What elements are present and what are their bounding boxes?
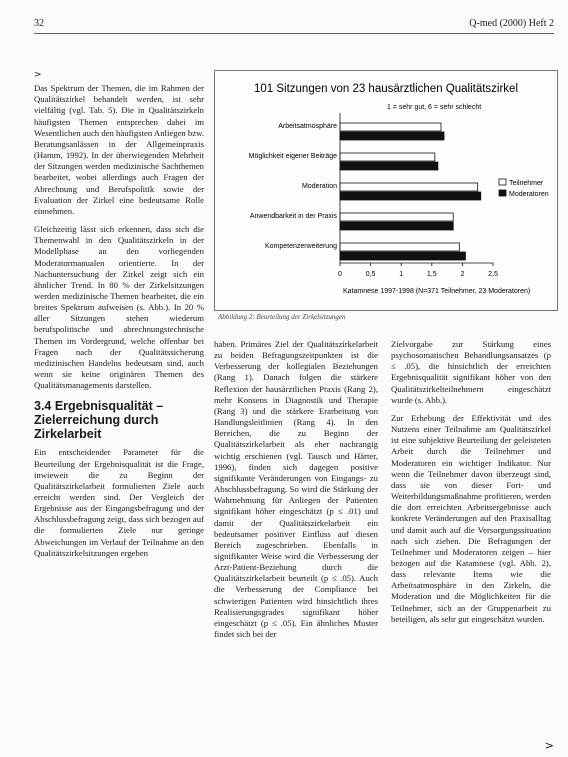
x-tick-label: 1,5 (426, 271, 437, 278)
chart-subtitle: 1 = sehr gut, 6 = sehr schlecht (387, 104, 482, 111)
chart-figure (214, 70, 558, 311)
left-column (34, 70, 204, 566)
journal-info: Q-med (2000) Heft 2 (469, 18, 554, 29)
category-label: Moderation (301, 183, 337, 190)
x-tick-label: 2 (460, 271, 465, 278)
right-column (391, 339, 551, 632)
category-label: Arbeitsatmosphäre (278, 123, 337, 130)
paragraph: Gleichzeitig lässt sich erkennen, dass sich die Themenwahl in den Qualitätszirkeln in der Modellphase an den vorliegenden Moderatormanualen orientierte. In der Nachuntersuchung der Zirkel zeigt sich ein ähnlicher Trend. In 80 % der Zirkelsitzungen werden medizinische Themen bearbeitet, die ein breites Spektrum aufweisen (s. Abb.). In 20 % aller Sitzungen stehen wiederum berufspolitische und abrechnungstechnische Themen im Vordergrund, welche offenbar bei Fragen nach der Qualitätssicherung medizinischen Handelns bedeutsam sind, auch wenn sie keine originären Themen des Qualitätsmanagements darstellen. (34, 224, 204, 391)
section-heading: 3.4 Ergebnisqualität – Zielerreichung durch Zirkelarbeit (34, 399, 164, 442)
category-label: Kompetenzerweiterung (265, 243, 337, 250)
legend-label: Moderatoren (509, 191, 549, 198)
bar-moderatoren (340, 222, 453, 230)
legend-label: Teilnehmer (509, 180, 544, 187)
bar-moderatoren (340, 192, 481, 200)
page-header (34, 18, 554, 34)
paragraph: Das Spektrum der Themen, die im Rahmen der Qualitätszirkel behandelt werden, ist sehr vielfältig (vgl. Tab. 5). Die in Qualitätszirkeln häufigsten Themen entsprechen dabei im Wesentlichen auch den häufigsten Anliegen bzw. Beratungsanlässen in der Allgemeinpraxis (Hamm, 1992). In der überwiegenden Mehrheit der Sitzungen werden medizinische Sachthemen bearbeitet, wobei allerdings auch Fragen der Abrechnung und Berufspolitik sowie der Evaluation der Zirkel eine bedeutsame Rolle einnehmen. (34, 83, 205, 216)
x-tick-label: 0,5 (365, 271, 376, 278)
bar-teilnehmer (340, 153, 435, 161)
paragraph: haben. Primäres Ziel der Qualitätszirkelarbeit zu beiden Befragungszeitpunkten ist die Verbesserung der kollegialen Beziehungen (Rang 1). Danach folgen die stärkere Reflexion der hausärztlichen Praxis (Rang 2), mehr Konsens in Diagnostik und Therapie (Rang 3) und die stärkere Erarbeitung von Handlungsleitlinien (Rang 4). In den Bereichen, die zu Beginn der Qualitätszirkelarbeit als eher nachrangig wichtig erschienen (vgl. Tausch und Härter, 1996), finden sich dagegen positive signifikante Veränderungen von Eingangs- zu Abschlussbefragung. So wird die Stärkung der Wahrnehmung für Anliegen der Patienten signifikant höher eingeschätzt (p ≤ .01) und damit der Qualitätszirkelarbeit ein bedeutsamer positiver Einfluss auf diesen Bereich zugeschrieben. Ebenfalls in signifikanter Weise wird die Verbesserung der Arzt-Patient-Beziehung durch die Qualitätszirkelarbeit beurteilt (p ≤ .05). Auch die Verbesserung der Compliance bei schwierigen Patienten wird hinsichtlich ihres Realisierungsgrades signifikant höher eingeschätzt (p ≤ .05). Ein ähnliches Muster findet sich bei der (214, 339, 378, 640)
chart-title: 101 Sitzungen von 23 hausärztlichen Qualitätszirkel (253, 83, 519, 95)
x-tick-label: 1 (399, 271, 404, 278)
figure-caption: Abbildung 2: Beurteilung der Zirkelsitzungen (218, 313, 346, 321)
legend-swatch (499, 190, 506, 196)
x-tick-label: 0 (338, 271, 342, 278)
category-label: Möglichkeit eigener Beiträge (248, 153, 337, 160)
continuation-arrow: > (544, 739, 554, 752)
paragraph: Ein entscheidender Parameter für die Beurteilung der Ergebnisqualität ist die Frage, inwieweit die zu Beginn der Qualitätszirkelarbeit formulierten Ziele auch erreicht werden sind. Der Vergleich der Ergebnisse aus der Eingangsbefragung und der Abschlussbefragung zeigt, dass sich bezogen auf die formulierten Ziele nur geringe Abweichungen im Verlauf der Teilnahme an den Qualitätszirkelsitzungen ergeben (34, 447, 204, 558)
bar-teilnehmer (340, 213, 453, 221)
bar-chart (215, 71, 557, 310)
legend-swatch (499, 179, 506, 185)
bar-teilnehmer (340, 183, 478, 191)
header-rule (34, 33, 554, 34)
continuation-arrow: > (34, 70, 42, 80)
bar-moderatoren (340, 132, 444, 140)
middle-column (214, 339, 378, 647)
chart-footnote: Katamnese 1997-1998 (N=371 Teilnehmer, 23 Moderatoren) (343, 288, 531, 295)
bar-teilnehmer (340, 243, 459, 251)
paragraph: Zielvorgabe zur Stärkung eines psychosomatischen Behandlungsansatzes (p ≤ .05), die hinsichtlich der erreichten Ergebnisqualität signifikant höher von den Qualitätszirkelteilnehmern eingeschätzt wurde (s. Abb.). (391, 339, 551, 405)
bar-moderatoren (340, 162, 438, 170)
paragraph: Zur Erhebung der Effektivität und des Nutzens einer Teilnahme am Qualitätszirkel ist eine subjektive Beurteilung der geleisteten Arbeit durch die Teilnehmer und Moderatoren ein wichtiger Indikator. Nur wenn die Teilnehmer davon überzeugt sind, dass sie von dieser Fort- und Weiterbildungsmaßnahme profitieren, werden die dort erreichten Arbeitsergebnisse auch konkrete Veränderungen auf den Praxisalltag und damit auch auf die Versorgungssituation nach sich ziehen. Die Befragungen der Teilnehmer und Moderatoren zeigen – hier bezogen auf die Katamnese (vgl. Abb. 2), dass relevante Items wie die Arbeitsatmosphäre in den Zirkeln, die Moderation und die Möglichkeiten für die Teilnehmer, sich an der Gruppenarbeit zu beteiligen, als sehr gut eingeschätzt wurden. (391, 412, 551, 624)
bar-moderatoren (340, 252, 465, 260)
bar-teilnehmer (340, 123, 441, 131)
page-number: 32 (34, 18, 44, 29)
x-tick-label: 2,5 (488, 271, 498, 278)
category-label: Anwendbarkeit in der Praxis (249, 213, 337, 220)
